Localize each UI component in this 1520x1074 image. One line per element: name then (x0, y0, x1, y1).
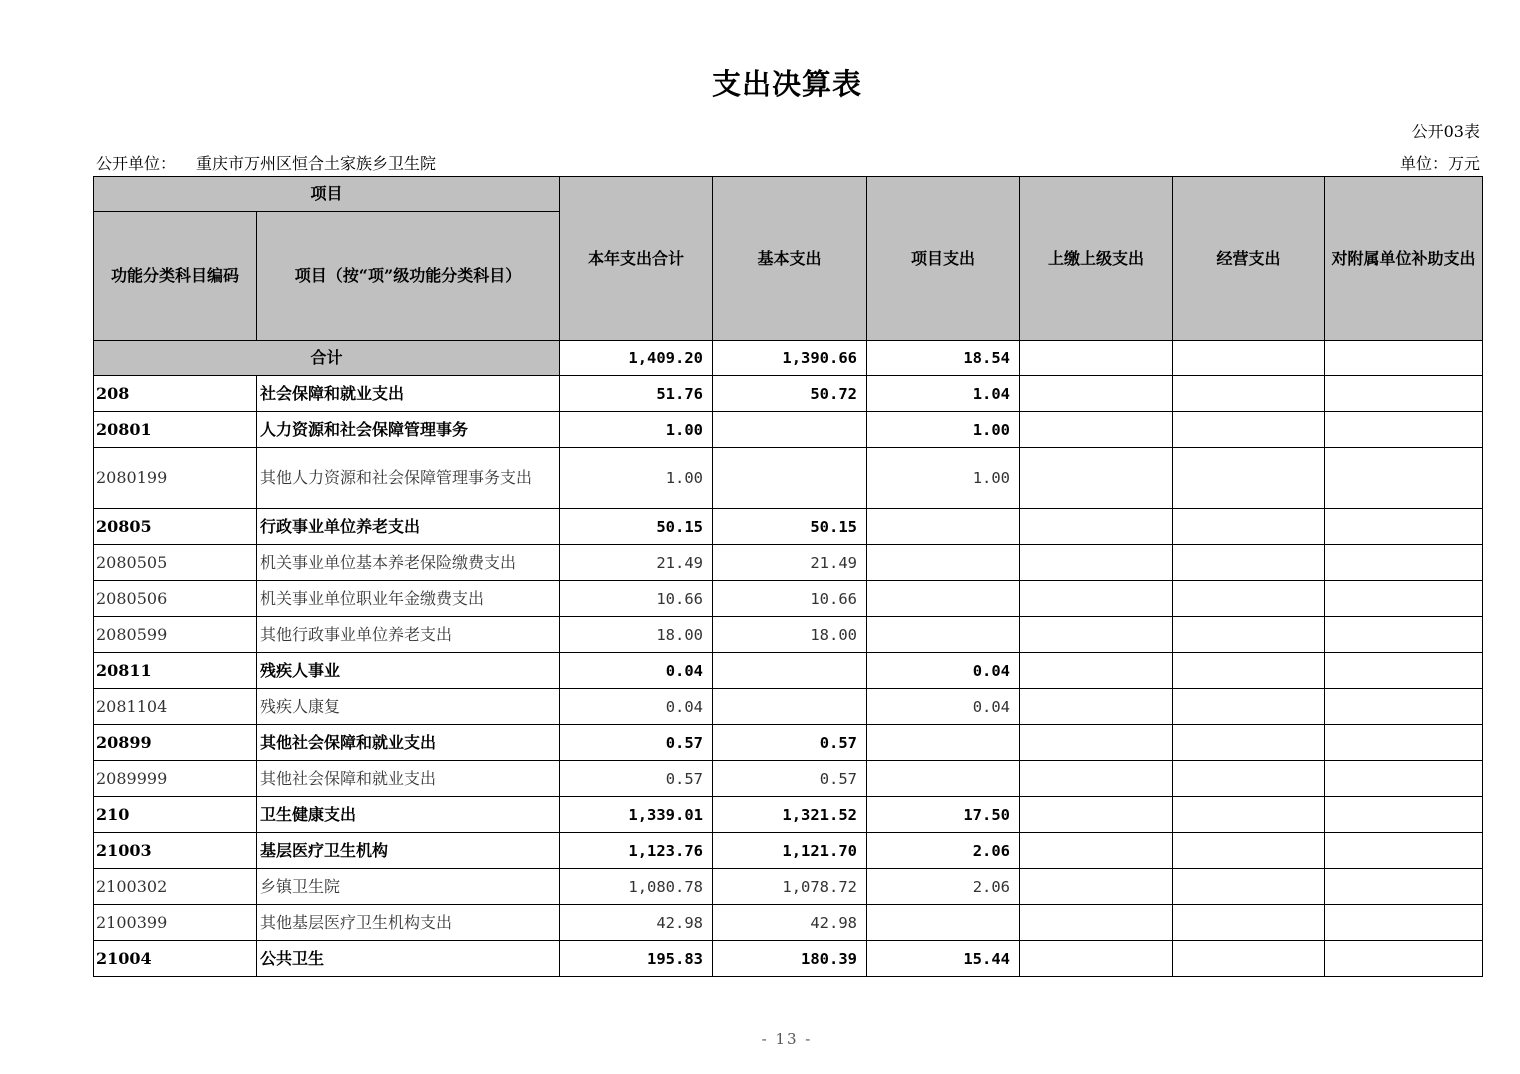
table-row (94, 376, 1483, 412)
row-project: 1.00 (867, 448, 1020, 509)
row-basic: 21.49 (713, 545, 867, 581)
row-code: 2089999 (94, 761, 257, 797)
row-name: 其他人力资源和社会保障管理事务支出 (257, 448, 560, 509)
row-code: 2080505 (94, 545, 257, 581)
row-project (867, 581, 1020, 617)
row-project (867, 617, 1020, 653)
row-business (1173, 448, 1325, 509)
row-code: 20805 (94, 509, 257, 545)
row-upper (1020, 581, 1173, 617)
row-business (1173, 725, 1325, 761)
row-business (1173, 545, 1325, 581)
row-total: 195.83 (560, 941, 713, 977)
row-code: 2100399 (94, 905, 257, 941)
header-total: 本年支出合计 (560, 177, 713, 341)
row-basic: 1,321.52 (713, 797, 867, 833)
row-total: 18.00 (560, 617, 713, 653)
header-item-group: 项目 (94, 177, 560, 212)
table-row (94, 797, 1483, 833)
total-basic: 1,390.66 (713, 341, 867, 376)
row-upper (1020, 509, 1173, 545)
row-upper (1020, 545, 1173, 581)
table-row (94, 617, 1483, 653)
row-project (867, 509, 1020, 545)
row-basic: 50.15 (713, 509, 867, 545)
row-code: 2080199 (94, 448, 257, 509)
row-upper (1020, 761, 1173, 797)
row-upper (1020, 617, 1173, 653)
table-row (94, 833, 1483, 869)
row-name: 乡镇卫生院 (257, 869, 560, 905)
row-subsidy (1325, 581, 1483, 617)
row-project: 2.06 (867, 833, 1020, 869)
row-subsidy (1325, 509, 1483, 545)
total-total: 1,409.20 (560, 341, 713, 376)
row-business (1173, 761, 1325, 797)
row-name: 其他行政事业单位养老支出 (257, 617, 560, 653)
row-name: 残疾人康复 (257, 689, 560, 725)
row-business (1173, 581, 1325, 617)
header-item: 项目（按“项”级功能分类科目） (257, 212, 560, 341)
row-upper (1020, 376, 1173, 412)
row-project (867, 905, 1020, 941)
total-label: 合计 (94, 341, 560, 376)
row-total: 0.04 (560, 653, 713, 689)
row-total: 10.66 (560, 581, 713, 617)
table-row (94, 448, 1483, 509)
row-name: 人力资源和社会保障管理事务 (257, 412, 560, 448)
row-total: 42.98 (560, 905, 713, 941)
header-row-1 (94, 177, 1483, 212)
row-business (1173, 905, 1325, 941)
row-total: 1,339.01 (560, 797, 713, 833)
row-business (1173, 689, 1325, 725)
row-total: 1,123.76 (560, 833, 713, 869)
page-title: 支出决算表 (711, 67, 862, 101)
table-row (94, 905, 1483, 941)
row-name: 其他基层医疗卫生机构支出 (257, 905, 560, 941)
header-subsidy: 对附属单位补助支出 (1325, 177, 1483, 341)
row-total: 1.00 (560, 448, 713, 509)
row-business (1173, 653, 1325, 689)
row-subsidy (1325, 941, 1483, 977)
total-upper (1020, 341, 1173, 376)
row-business (1173, 509, 1325, 545)
row-project: 1.00 (867, 412, 1020, 448)
row-total: 1.00 (560, 412, 713, 448)
row-business (1173, 833, 1325, 869)
row-upper (1020, 689, 1173, 725)
header-business: 经营支出 (1173, 177, 1325, 341)
row-subsidy (1325, 725, 1483, 761)
row-subsidy (1325, 376, 1483, 412)
row-total: 0.57 (560, 761, 713, 797)
row-basic: 50.72 (713, 376, 867, 412)
row-upper (1020, 797, 1173, 833)
row-basic (713, 448, 867, 509)
row-upper (1020, 905, 1173, 941)
row-project: 1.04 (867, 376, 1020, 412)
row-project (867, 761, 1020, 797)
row-name: 其他社会保障和就业支出 (257, 725, 560, 761)
row-subsidy (1325, 617, 1483, 653)
row-subsidy (1325, 448, 1483, 509)
row-subsidy (1325, 653, 1483, 689)
row-total: 50.15 (560, 509, 713, 545)
row-subsidy (1325, 869, 1483, 905)
expenditure-table (93, 176, 1483, 977)
row-total: 0.04 (560, 689, 713, 725)
form-number: 公开03表 (1411, 122, 1480, 141)
row-business (1173, 376, 1325, 412)
row-name: 其他社会保障和就业支出 (257, 761, 560, 797)
row-name: 机关事业单位职业年金缴费支出 (257, 581, 560, 617)
row-project (867, 725, 1020, 761)
row-basic: 0.57 (713, 725, 867, 761)
row-code: 20811 (94, 653, 257, 689)
row-name: 卫生健康支出 (257, 797, 560, 833)
row-basic: 180.39 (713, 941, 867, 977)
total-business (1173, 341, 1325, 376)
row-subsidy (1325, 689, 1483, 725)
table-row (94, 581, 1483, 617)
total-project: 18.54 (867, 341, 1020, 376)
row-subsidy (1325, 833, 1483, 869)
row-business (1173, 941, 1325, 977)
header-basic: 基本支出 (713, 177, 867, 341)
row-basic: 18.00 (713, 617, 867, 653)
table-row (94, 941, 1483, 977)
table-row (94, 412, 1483, 448)
row-basic (713, 689, 867, 725)
unit-name: 重庆市万州区恒合土家族乡卫生院 (196, 154, 437, 173)
row-name: 行政事业单位养老支出 (257, 509, 560, 545)
row-code: 2080506 (94, 581, 257, 617)
row-name: 残疾人事业 (257, 653, 560, 689)
row-upper (1020, 869, 1173, 905)
table-row (94, 545, 1483, 581)
currency-unit: 单位：万元 (1399, 154, 1480, 173)
row-upper (1020, 725, 1173, 761)
row-code: 210 (94, 797, 257, 833)
row-business (1173, 797, 1325, 833)
row-project: 15.44 (867, 941, 1020, 977)
row-subsidy (1325, 761, 1483, 797)
reporting-unit (96, 151, 436, 174)
total-row (94, 341, 1483, 376)
row-total: 1,080.78 (560, 869, 713, 905)
header-upper: 上缴上级支出 (1020, 177, 1173, 341)
header-project: 项目支出 (867, 177, 1020, 341)
row-subsidy (1325, 412, 1483, 448)
row-total: 51.76 (560, 376, 713, 412)
table-row (94, 509, 1483, 545)
row-code: 21004 (94, 941, 257, 977)
row-basic: 10.66 (713, 581, 867, 617)
row-code: 2080599 (94, 617, 257, 653)
row-basic: 1,078.72 (713, 869, 867, 905)
row-basic (713, 653, 867, 689)
row-code: 21003 (94, 833, 257, 869)
row-business (1173, 617, 1325, 653)
row-code: 2081104 (94, 689, 257, 725)
row-subsidy (1325, 797, 1483, 833)
row-code: 2100302 (94, 869, 257, 905)
row-business (1173, 412, 1325, 448)
header-code: 功能分类科目编码 (94, 212, 257, 341)
row-upper (1020, 833, 1173, 869)
row-name: 机关事业单位基本养老保险缴费支出 (257, 545, 560, 581)
row-project (867, 545, 1020, 581)
row-project: 2.06 (867, 869, 1020, 905)
table-row (94, 653, 1483, 689)
row-project: 17.50 (867, 797, 1020, 833)
row-subsidy (1325, 905, 1483, 941)
table-row (94, 869, 1483, 905)
row-business (1173, 869, 1325, 905)
unit-label: 公开单位： (96, 154, 177, 173)
row-code: 208 (94, 376, 257, 412)
row-total: 21.49 (560, 545, 713, 581)
table-row (94, 689, 1483, 725)
row-upper (1020, 448, 1173, 509)
row-upper (1020, 412, 1173, 448)
row-project: 0.04 (867, 653, 1020, 689)
table-row (94, 725, 1483, 761)
table-row (94, 761, 1483, 797)
row-name: 社会保障和就业支出 (257, 376, 560, 412)
row-upper (1020, 941, 1173, 977)
row-code: 20899 (94, 725, 257, 761)
row-basic: 1,121.70 (713, 833, 867, 869)
total-subsidy (1325, 341, 1483, 376)
row-subsidy (1325, 545, 1483, 581)
row-total: 0.57 (560, 725, 713, 761)
row-code: 20801 (94, 412, 257, 448)
row-basic: 42.98 (713, 905, 867, 941)
row-basic: 0.57 (713, 761, 867, 797)
row-upper (1020, 653, 1173, 689)
row-name: 公共卫生 (257, 941, 560, 977)
row-name: 基层医疗卫生机构 (257, 833, 560, 869)
page-number: - 13 - (761, 1030, 813, 1048)
row-project: 0.04 (867, 689, 1020, 725)
row-basic (713, 412, 867, 448)
